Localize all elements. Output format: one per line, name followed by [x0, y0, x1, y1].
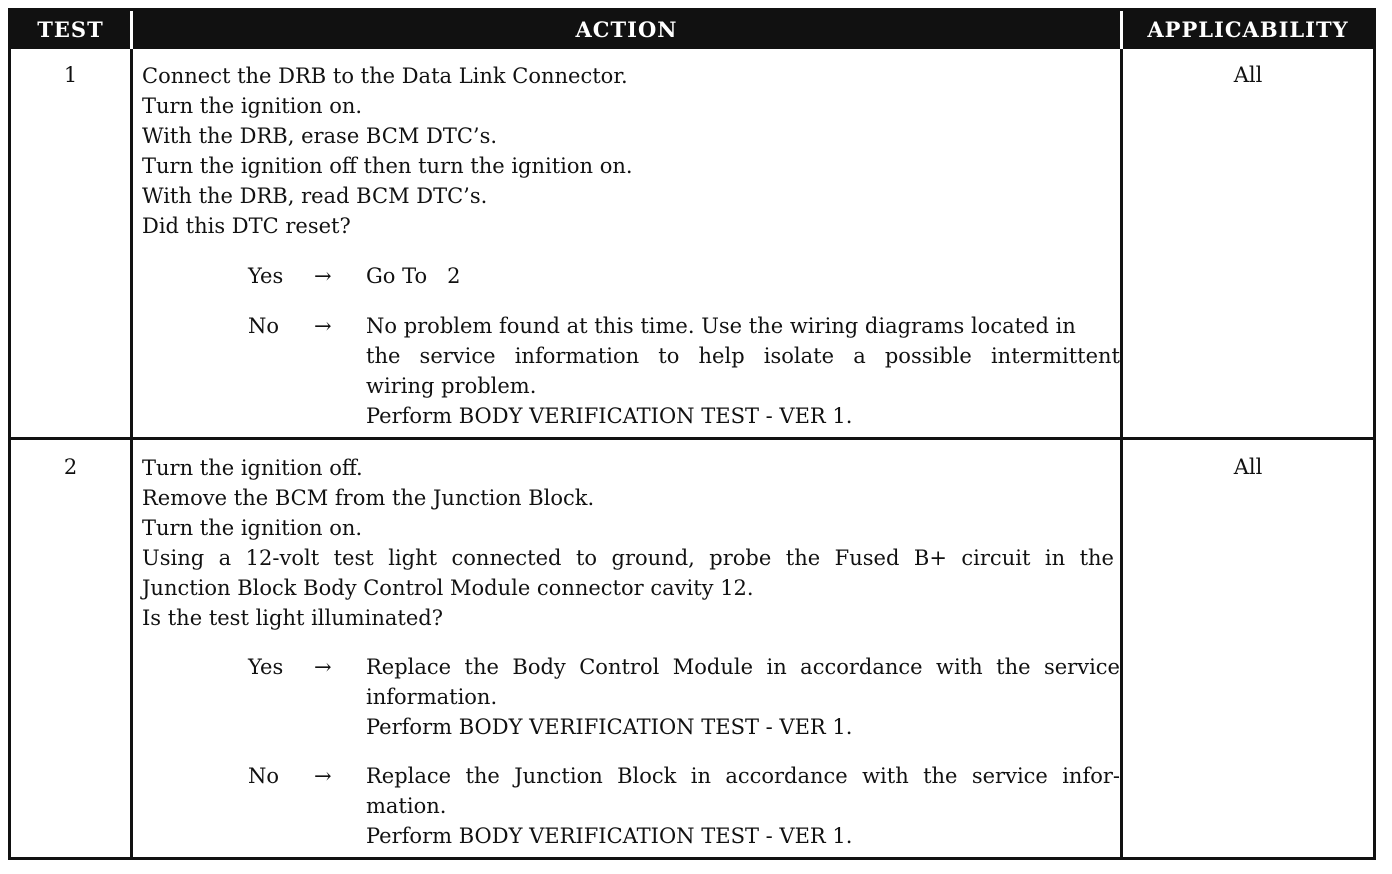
applicability-value: All [1233, 455, 1263, 479]
header-action: ACTION [133, 11, 1120, 49]
applicability-value: All [1233, 63, 1263, 87]
step-line: Remove the BCM from the Junction Block. [142, 486, 595, 510]
test-number: 2 [63, 455, 78, 479]
answer-text: Replace the Body Control Module in accordance with the service information. Perform BODY VERIFICATION TEST - VER 1. [366, 655, 1120, 739]
answer-label: Yes [248, 655, 284, 679]
step-line: Junction Block Body Control Module connector cavity 12. [142, 576, 754, 600]
step-line: Using a 12-volt test light connected to ground, probe the Fused B+ circuit in the [142, 546, 1114, 570]
right-arrow-icon: → [314, 264, 332, 288]
step-line: Did this DTC reset? [142, 214, 351, 238]
step-line: With the DRB, read BCM DTC’s. [142, 184, 488, 208]
answer-text: Replace the Junction Block in accordance with the service infor- mation. Perform BODY VERIFICATION TEST - VER 1. [366, 764, 1120, 848]
header-test: TEST [11, 11, 130, 49]
step-line: Connect the DRB to the Data Link Connector. [142, 64, 628, 88]
step-line: Turn the ignition on. [142, 94, 363, 118]
header-applicability: APPLICABILITY [1123, 11, 1373, 49]
step-line: Turn the ignition off. [142, 456, 363, 480]
step-line: Turn the ignition off then turn the ignition on. [142, 154, 633, 178]
right-arrow-icon: → [314, 655, 332, 679]
action-steps [142, 453, 1114, 633]
answer-label: No [248, 764, 280, 788]
action-steps [142, 61, 633, 241]
row-divider [11, 437, 1373, 440]
answer-text: Go To 2 [366, 264, 461, 288]
diagnostic-table [8, 8, 1376, 860]
test-number: 1 [63, 63, 78, 87]
step-line: With the DRB, erase BCM DTC’s. [142, 124, 498, 148]
step-line: Turn the ignition on. [142, 516, 363, 540]
answer-label: No [248, 314, 280, 338]
column-divider [130, 49, 133, 857]
right-arrow-icon: → [314, 764, 332, 788]
step-line: Is the test light illuminated? [142, 606, 444, 630]
right-arrow-icon: → [314, 314, 332, 338]
answer-text: No problem found at this time. Use the wiring diagrams located in the service information to help isolate a possible intermittent wiring problem. Perform BODY VERIFICATION TEST - VER 1. [366, 314, 1120, 428]
answer-label: Yes [248, 264, 284, 288]
